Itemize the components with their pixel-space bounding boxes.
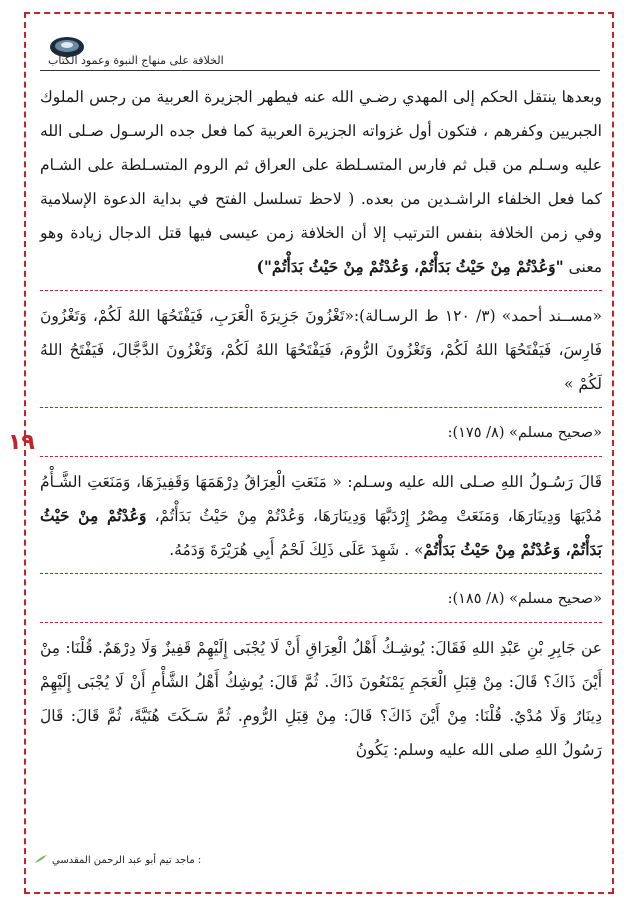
section-divider bbox=[40, 622, 602, 623]
paragraph-intro bbox=[40, 80, 602, 284]
reference-title-muslim-175: «صحيح مسلم» (٨/ ١٧٥): bbox=[447, 425, 602, 441]
hadith-muslim-175 bbox=[40, 465, 602, 567]
section-divider bbox=[40, 407, 602, 408]
section-divider bbox=[40, 456, 602, 457]
header-book-title: الخلافة على منهاج النبوة وعمود الكتاب bbox=[48, 54, 224, 67]
page-header bbox=[40, 34, 600, 72]
page-content bbox=[40, 80, 602, 767]
page-footer bbox=[34, 854, 201, 867]
paragraph-intro-emphasis: "وَعُدْتُمْ مِنْ حَيْثُ بَدَأْتُمْ، وَعُدْتُمْ مِنْ حَيْثُ بَدَأْتُمْ") bbox=[256, 257, 564, 276]
footer-author: : ماجد تيم أبو عبد الرحمن المقدسي bbox=[52, 855, 202, 866]
hadith-muslim-175-text: قَالَ رَسُـولُ اللهِ صـلى الله عليه وسـلم: « مَنَعَتِ الْعِرَاقُ دِرْهَمَهَا وَقَفِيزَهَا، وَمَنَعَتِ الشَّـأْمُ مُدْيَهَا وَدِينَارَهَا، وَمَنَعَتْ مِصْرُ إِرْدَبَّهَا وَدِينَارَهَا، وَعُدْتُمْ مِنْ حَيْثُ بَدَأْتُمْ، bbox=[40, 473, 602, 525]
hadith-muslim-175-emphasis: وَعُدْتُمْ مِنْ حَيْثُ بَدَأْتُمْ، وَعُدْتُمْ مِنْ حَيْثُ بَدَأْتُمْ bbox=[40, 506, 602, 559]
hadith-muslim-175-end: » . شَهِدَ عَلَى ذَلِكَ لَحْمُ أَبِي هُرَيْرَةَ وَدَمُهُ. bbox=[169, 541, 424, 559]
section-divider bbox=[40, 573, 602, 574]
feather-pen-icon bbox=[34, 854, 48, 867]
paragraph-intro-text: وبعدها ينتقل الحكم إلى المهدي رضـي الله عنه فيطهر الجزيرة العربية من رجس الملوك الجبريين وكفرهم ، فتكون أول غزواته الجزيرة العربية كما فعل جده الرسـول صـلى الله عليه وسـلم من قبل ثم فارس المتسـلطة على العراق ثم الروم المتسـلطة على الشـام كما فعل الخلفاء الراشـدين من بعده. ( لاحظ تسلسل الفتح في بداية الدعوة الإسلامية وفي زمن الخلافة بنفس الترتيب إلا أن الخلافة زمن عيسى فيها قتل الدجال زيادة وهو معنى bbox=[40, 88, 602, 276]
hadith-muslim-185: عن جَابِرِ بْنِ عَبْدِ اللهِ فَقَالَ: يُوشِـكُ أَهْلُ الْعِرَاقِ أَنْ لَا يُجْبَى إِلَيْهِمْ قَفِيزٌ وَلَا دِرْهَمٌ. قُلْنَا: مِنْ أَيْنَ ذَاكَ؟ قَالَ: مِنْ قِبَلِ الْعَجَمِ يَمْنَعُونَ ذَاكَ. ثُمَّ قَالَ: يُوشِكُ أَهْلُ الشَّأْمِ أَنْ لَا يُجْبَى إِلَيْهِمْ دِينَارٌ وَلَا مُدْيٌ. قُلْنَا: مِنْ أَيْنَ ذَاكَ؟ قَالَ: مِنْ قِبَلِ الرُّومِ. ثُمَّ سَـكَتَ هُنَيَّةً، ثُمَّ قَالَ: قَالَ رَسُولُ اللهِ صلى الله عليه وسلم: يَكُونُ bbox=[40, 639, 602, 759]
section-divider bbox=[40, 290, 602, 291]
header-divider bbox=[40, 70, 600, 71]
reference-title-muslim-185: «صحيح مسلم» (٨/ ١٨٥): bbox=[447, 591, 602, 607]
page-number: ١٩ bbox=[8, 430, 35, 455]
reference-musnad-ahmad: «مســند أحمد» (٣/ ١٢٠ ط الرسـالة):«تَغْزُونَ جَزِيرَةَ الْعَرَبِ، فَيَفْتَحُهَا اللهُ لَكُمْ، وَتَغْزُونَ فَارِسَ، فَيَفْتَحُهَا اللهُ لَكُمْ، وَتَغْزُونَ الرُّومَ، فَيَفْتَحُهَا اللهُ لَكُمْ، وَتَغْزُونَ الدَّجَّالَ، فَيَفْتَحُ اللهُ لَكُمْ » bbox=[40, 307, 602, 393]
